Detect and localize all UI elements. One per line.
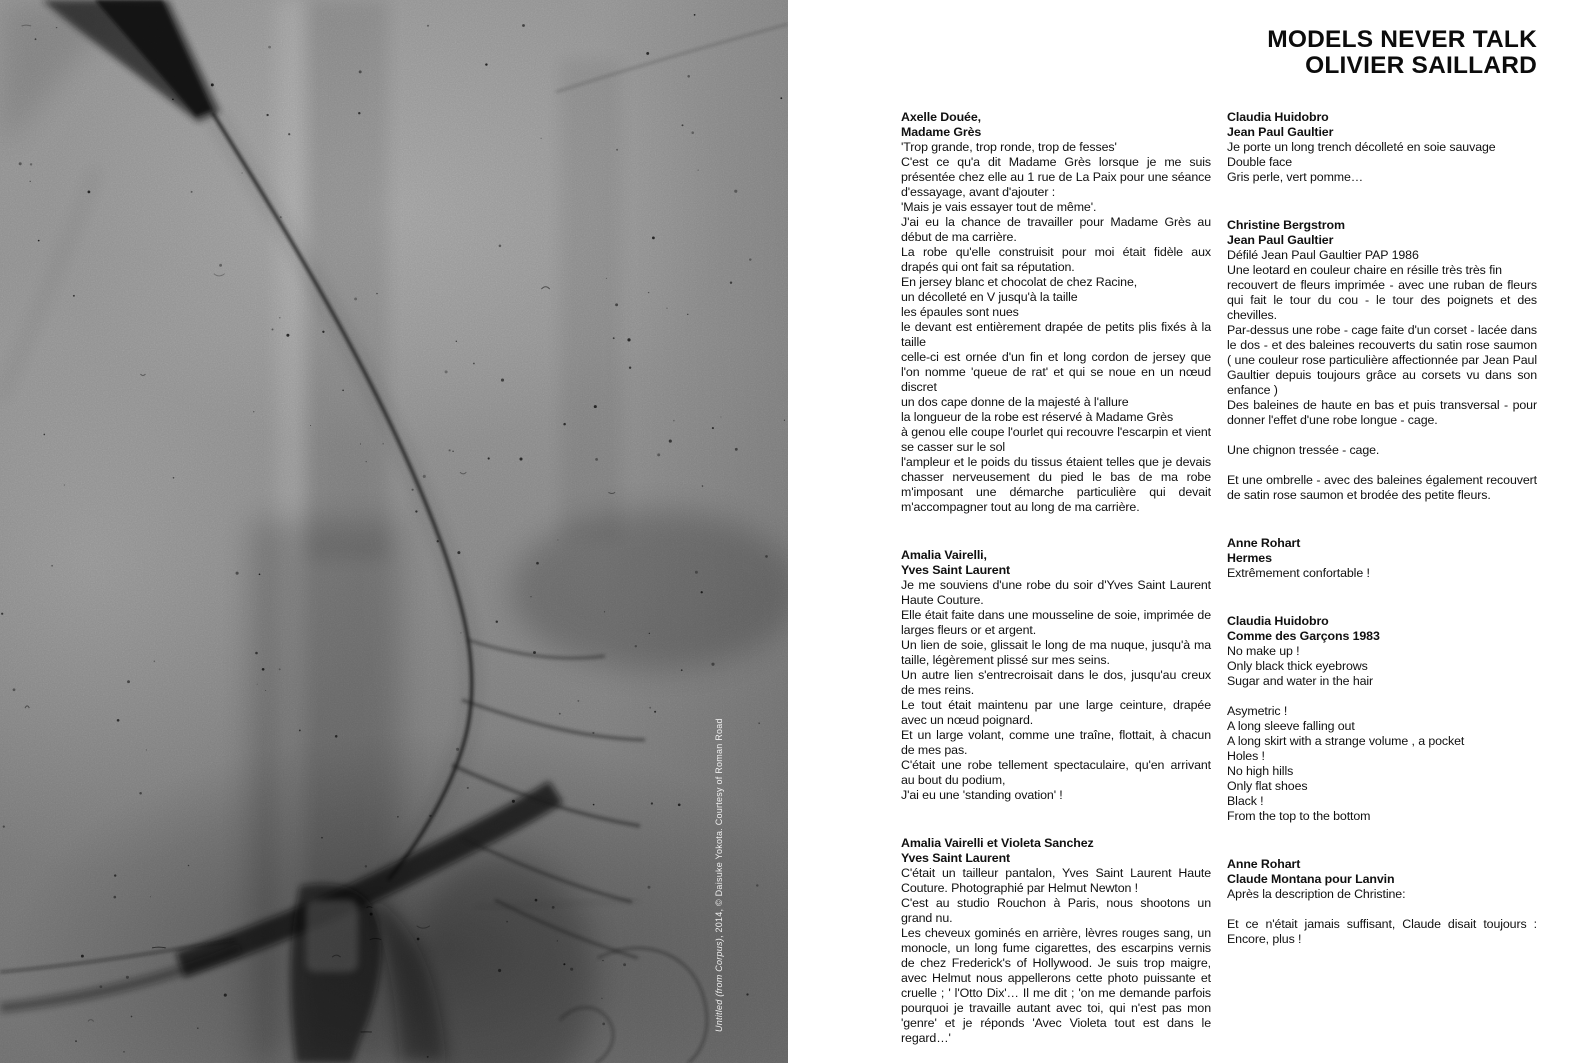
section-paragraph: Une chignon tressée - cage. xyxy=(1227,443,1380,457)
section-paragraph: celle-ci est ornée d'un fin et long cordon de jersey que l'on nomme 'queue de rat' et qui se noue en un nœud discret xyxy=(901,350,1211,394)
section-paragraph: Holes ! xyxy=(1227,749,1265,763)
section-heading-line: Amalia Vairelli, xyxy=(901,548,987,562)
text-section xyxy=(1227,218,1537,503)
photo-credit-text: , 2014, © Daisuke Yokota. Courtesy of Roman Road xyxy=(714,718,724,938)
text-section xyxy=(901,836,1211,1046)
section-heading-line: Christine Bergstrom xyxy=(1227,218,1345,232)
section-paragraph: C'est ce qu'a dit Madame Grès lorsque je me suis présentée chez elle au 1 rue de La Paix pour une séance d'essayage, avant d'ajouter : xyxy=(901,155,1211,199)
section-paragraph: Et une ombrelle - avec des baleines également recouvert de satin rose saumon et brodée des petite fleurs. xyxy=(1227,473,1537,502)
section-paragraph: C'est au studio Rouchon à Paris, nous shootons un grand nu. xyxy=(901,896,1211,925)
page-title xyxy=(1267,27,1537,78)
section-paragraph: Les cheveux gominés en arrière, lèvres rouges sang, un monocle, un long fume cigarettes, des escarpins vernis de chez Frederick's of Hollywood. Je suis trop maigre, avec Helmut nous appellerons cette photo puissante et cruelle ; ' l'Otto Dix'… Il me dit ; 'on me demande parfois pourquoi je travaille autant avec toi, qui n'est pas mon 'genre' et je réponds 'Avec Violeta tout est dans le regard…' xyxy=(901,926,1211,1045)
text-section xyxy=(1227,857,1537,947)
page-title-line1: MODELS NEVER TALK xyxy=(1267,26,1537,53)
blank-line xyxy=(1227,902,1537,917)
section-heading-line: Yves Saint Laurent xyxy=(901,563,1011,577)
section-paragraph: l'ampleur et le poids du tissus étaient telles que je devais chasser nerveusement du pied le bas de ma robe m'imposant une démarche particulière qui devait m'accompagner tout au long de ma carrière. xyxy=(901,455,1211,514)
section-paragraph: Only black thick eyebrows xyxy=(1227,659,1368,673)
section-paragraph: C'était un tailleur pantalon, Yves Saint Laurent Haute Couture. Photographié par Helmut Newton ! xyxy=(901,866,1211,895)
section-paragraph: Et ce n'était jamais suffisant, Claude disait toujours : Encore, plus ! xyxy=(1227,917,1537,946)
text-section xyxy=(901,110,1211,515)
blank-line xyxy=(1227,458,1537,473)
section-paragraph: A long skirt with a strange volume , a pocket xyxy=(1227,734,1465,748)
section-heading-line: Claudia Huidobro xyxy=(1227,110,1329,124)
section-paragraph: Après la description de Christine: xyxy=(1227,887,1406,901)
section-paragraph: la longueur de la robe est réservé à Madame Grès xyxy=(901,410,1174,424)
section-paragraph: Only flat shoes xyxy=(1227,779,1308,793)
section-heading-line: Hermes xyxy=(1227,551,1272,565)
section-heading-line: Claude Montana pour Lanvin xyxy=(1227,872,1395,886)
section-paragraph: No high hills xyxy=(1227,764,1294,778)
text-section xyxy=(1227,536,1537,581)
section-paragraph: C'était une robe tellement spectaculaire, qu'en arrivant au bout du podium, xyxy=(901,758,1211,787)
section-paragraph: Asymetric ! xyxy=(1227,704,1288,718)
blank-line xyxy=(1227,689,1537,704)
section-paragraph: A long sleeve falling out xyxy=(1227,719,1355,733)
blank-line xyxy=(1227,428,1537,443)
section-paragraph: recouvert de fleurs imprimée - avec une ruban de fleurs qui fait le tour du cou - le tour des poignets et des chevilles. xyxy=(1227,278,1537,322)
photo-credit-caption xyxy=(714,718,724,1032)
section-paragraph: Un autre lien s'entrecroisait dans le dos, jusqu'au creux de mes reins. xyxy=(901,668,1211,697)
section-paragraph: Le tout était maintenu par une large ceinture, drapée avec un nœud poignard. xyxy=(901,698,1211,727)
section-paragraph: From the top to the bottom xyxy=(1227,809,1371,823)
column-2 xyxy=(1227,110,1537,947)
section-paragraph: Et un large volant, comme une traîne, flottait, à chacun de mes pas. xyxy=(901,728,1211,757)
section-heading-line: Axelle Douée, xyxy=(901,110,981,124)
section-paragraph: Défilé Jean Paul Gaultier PAP 1986 xyxy=(1227,248,1419,262)
section-paragraph: Un lien de soie, glissait le long de ma nuque, jusqu'à ma taille, légèrement plissé sur mes seins. xyxy=(901,638,1211,667)
photo-title-text: Untitled (from Corpus) xyxy=(714,937,724,1032)
column-1 xyxy=(901,110,1211,1046)
section-paragraph: No make up ! xyxy=(1227,644,1300,658)
section-paragraph: Double face xyxy=(1227,155,1293,169)
section-paragraph: En jersey blanc et chocolat de chez Racine, xyxy=(901,275,1138,289)
section-paragraph: un décolleté en V jusqu'à la taille xyxy=(901,290,1078,304)
section-paragraph: Elle était faite dans une mousseline de soie, imprimée de larges fleurs or et argent. xyxy=(901,608,1211,637)
section-paragraph: Une leotard en couleur chaire en résille très très fin xyxy=(1227,263,1502,277)
section-heading-line: Anne Rohart xyxy=(1227,536,1301,550)
section-paragraph: Par-dessus une robe - cage faite d'un corset - lacée dans le dos - et des baleines recouverts du satin rose saumon ( une couleur rose particulière affectionnée par Jean Paul Gaultier depuis toujours grâce au corsets vu dans son enfance ) xyxy=(1227,323,1537,397)
section-paragraph: Je me souviens d'une robe du soir d'Yves Saint Laurent Haute Couture. xyxy=(901,578,1211,607)
section-paragraph: Extrêmement confortable ! xyxy=(1227,566,1370,580)
section-heading-line: Comme des Garçons 1983 xyxy=(1227,629,1380,643)
text-section xyxy=(1227,614,1537,824)
section-heading-line: Amalia Vairelli et Violeta Sanchez xyxy=(901,836,1094,850)
section-heading-line: Jean Paul Gaultier xyxy=(1227,125,1334,139)
text-section xyxy=(1227,110,1537,185)
section-paragraph: J'ai eu une 'standing ovation' ! xyxy=(901,788,1063,802)
section-paragraph: Je porte un long trench décolleté en soie sauvage xyxy=(1227,140,1496,154)
section-paragraph: un dos cape donne de la majesté à l'allure xyxy=(901,395,1129,409)
section-heading-line: Jean Paul Gaultier xyxy=(1227,233,1334,247)
page-title-line2: OLIVIER SAILLARD xyxy=(1305,51,1537,79)
section-paragraph: Gris perle, vert pomme… xyxy=(1227,170,1364,184)
section-paragraph: Sugar and water in the hair xyxy=(1227,674,1374,688)
section-paragraph: 'Mais je vais essayer tout de même'. xyxy=(901,200,1097,214)
section-paragraph: 'Trop grande, trop ronde, trop de fesses' xyxy=(901,140,1117,154)
section-paragraph: le devant est entièrement drapée de petits plis fixés à la taille xyxy=(901,320,1211,349)
section-heading-line: Claudia Huidobro xyxy=(1227,614,1329,628)
section-heading-line: Yves Saint Laurent xyxy=(901,851,1011,865)
section-paragraph: à genou elle coupe l'ourlet qui recouvre l'escarpin et vient se casser sur le sol xyxy=(901,425,1211,454)
section-heading-line: Anne Rohart xyxy=(1227,857,1301,871)
section-paragraph: Black ! xyxy=(1227,794,1264,808)
text-section xyxy=(901,548,1211,803)
section-paragraph: La robe qu'elle construisit pour moi était fidèle aux drapés qui ont fait sa réputation. xyxy=(901,245,1211,274)
section-heading-line: Madame Grès xyxy=(901,125,982,139)
section-paragraph: J'ai eu la chance de travailler pour Madame Grès au début de ma carrière. xyxy=(901,215,1211,244)
section-paragraph: les épaules sont nues xyxy=(901,305,1019,319)
section-paragraph: Des baleines de haute en bas et puis transversal - pour donner l'effet d'une robe longue - cage. xyxy=(1227,398,1537,427)
